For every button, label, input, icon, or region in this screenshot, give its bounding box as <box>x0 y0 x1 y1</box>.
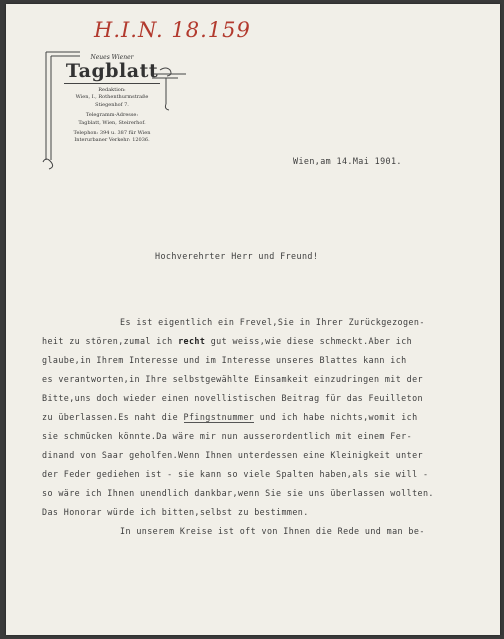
body-line: zu überlassen.Es naht die Pfingstnummer und ich habe nichts,womit ich <box>42 412 418 422</box>
archive-number: H.I.N. 18.159 <box>94 18 251 42</box>
letterhead-line: Telephon: 394 u. 387 für Wien <box>73 130 151 137</box>
letterhead-pretitle: Neues Wiener <box>90 54 134 61</box>
letterhead-line: Tagblatt, Wien, Steirerhof. <box>78 119 146 126</box>
body-line: der Feder gediehen ist - sie kann so viele Spalten haben,als sie will - <box>42 469 429 479</box>
body-line: glaube,in Ihrem Interesse und im Interesse unseres Blattes kann ich <box>42 355 407 365</box>
body-line: Das Honorar würde ich bitten,selbst zu bestimmen. <box>42 507 309 517</box>
letterhead-text <box>64 48 160 145</box>
letterhead-line: Wien, I., Rothenthurmstraße <box>75 94 149 101</box>
body-line: es verantworten,in Ihre selbstgewählte Einsamkeit einzudringen mit der <box>42 374 423 384</box>
emphasis-recht: recht <box>178 336 206 346</box>
body-line: sie schmücken könnte.Da wäre mir nun ausserordentlich mit einem Fer- <box>42 431 413 441</box>
body-line: Bitte,uns doch wieder einen novellistischen Beitrag für das Feuilleton <box>42 393 423 403</box>
letterhead-title: Tagblatt <box>65 60 159 82</box>
date-line: Wien,am 14.Mai 1901. <box>293 156 402 166</box>
letter-sheet <box>6 4 500 635</box>
letterhead-line: Redaktion: <box>98 87 126 93</box>
underlined-pfingstnummer: Pfingstnummer <box>183 412 255 422</box>
letterhead-line: Interurbaner Verkehr: 12036. <box>74 137 150 144</box>
body-line: Es ist eigentlich ein Frevel,Sie in Ihrer Zurückgezogen- <box>120 317 425 327</box>
letterhead <box>40 48 190 188</box>
body-line: so wäre ich Ihnen unendlich dankbar,wenn Sie sie uns überlassen wollten. <box>42 488 434 498</box>
salutation: Hochverehrter Herr und Freund! <box>155 251 319 261</box>
body-line: heit zu stören,zumal ich recht gut weiss,wie diese schmeckt.Aber ich <box>42 336 413 346</box>
letterhead-line: Stiegenhof 7. <box>95 101 129 108</box>
body-line: dinand von Saar geholfen.Wenn Ihnen unterdessen eine Kleinigkeit unter <box>42 450 423 460</box>
body-line: In unserem Kreise ist oft von Ihnen die Rede und man be- <box>120 526 425 536</box>
letterhead-line: Telegramm-Adresse: <box>85 112 139 119</box>
